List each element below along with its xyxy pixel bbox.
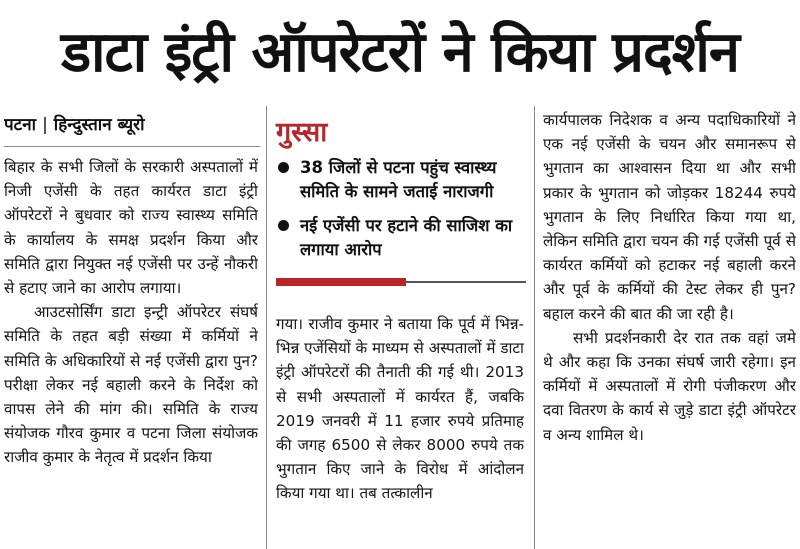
article-column-1	[4, 155, 258, 549]
headline: डाटा इंट्री ऑपरेटरों ने किया प्रदर्शन	[61, 20, 739, 85]
callout-accent-bar	[276, 278, 406, 286]
dateline	[4, 112, 260, 135]
callout-title: गुस्सा	[276, 117, 328, 148]
dateline-separator: |	[42, 115, 48, 135]
callout-point-text: 38 जिलों से पटना पहुंच स्वास्थ्य समिति के सामने जताई नाराजगी	[300, 158, 497, 201]
dateline-divider	[4, 146, 260, 147]
callout-point	[276, 156, 524, 204]
article-paragraph: आउटसोर्सिंग डाटा इन्ट्री ऑपरेटर संघर्ष समिति के तहत बड़ी संख्या में कर्मियों ने समिति के अधिकारियों से नई एजेंसी द्वारा पुन? परीक्षा लेकर नई बहाली करने के निर्देश को वापस लेने की मांग की। समिति के राज्य संयोजक गौरव कुमार व पटना जिला संयोजक राजीव कुमार के नेतृत्व में प्रदर्शन किया	[4, 303, 258, 467]
column-divider	[534, 106, 535, 549]
callout-point	[276, 214, 524, 262]
article-paragraph: बिहार के सभी जिलों के सरकारी अस्पतालों में निजी एजेंसी के तहत कार्यरत डाटा इंट्री ऑपरेटरों ने बुधवार को राज्य स्वास्थ्य समिति के कार्यालय के समक्ष प्रदर्शन किया और समिति द्वारा नियुक्त नई एजेंसी पर उन्हें नौकरी से हटाए जाने का आरोप लगाया।	[4, 158, 258, 298]
article-paragraph: सभी प्रदर्शनकारी देर रात तक वहां जमे थे और कहा कि उनका संघर्ष जारी रहेगा। इन कर्मियों में अस्पतालों में रोगी पंजीकरण और दवा वितरण के कार्य से जुड़े डाटा इंट्री ऑपरेटर व अन्य शामिल थे।	[543, 328, 796, 444]
article-column-3	[543, 108, 796, 549]
dateline-source: हिन्दुस्तान ब्यूरो	[53, 115, 145, 135]
callout-list	[276, 156, 524, 272]
article-paragraph: कार्यपालक निदेशक व अन्य पदाधिकारियों ने एक नई एजेंसी के चयन और समानरूप से भुगतान का आश्वासन दिया था और सभी प्रकार के भुगतान को जोड़कर 18244 रुपये भुगतान के लिए निर्धारित किया गया था, लेकिन समिति द्वारा चयन की गई एजेंसी पूर्व से कार्यरत कर्मियों को हटाकर नई बहाली करने और पूर्व के कर्मियों की टेस्ट लेकर ही पुन? बहाल करने की बात की जा रही है।	[543, 111, 796, 323]
article-column-2	[276, 312, 524, 549]
dateline-city: पटना	[4, 115, 37, 135]
article-paragraph: गया। राजीव कुमार ने बताया कि पूर्व में भिन्न-भिन्न एजेंसियों के माध्यम से अस्पतालों में डाटा इंट्री ऑपरेटरों की तैनाती की गई थी। 2013 से सभी अस्पतालों में कार्यरत हैं, जबकि 2019 जनवरी में 11 हजार रुपये प्रतिमाह की जगह 6500 से लेकर 8000 रुपये तक भुगतान किए जाने के विरोध में आंदोलन किया गया था। तब तत्कालीन	[276, 315, 524, 503]
callout-point-text: नई एजेंसी पर हटाने की साजिश का लगाया आरोप	[300, 216, 513, 259]
bullet-icon	[278, 162, 289, 173]
column-divider	[266, 106, 267, 549]
bullet-icon	[278, 220, 289, 231]
callout-divider	[406, 281, 526, 283]
